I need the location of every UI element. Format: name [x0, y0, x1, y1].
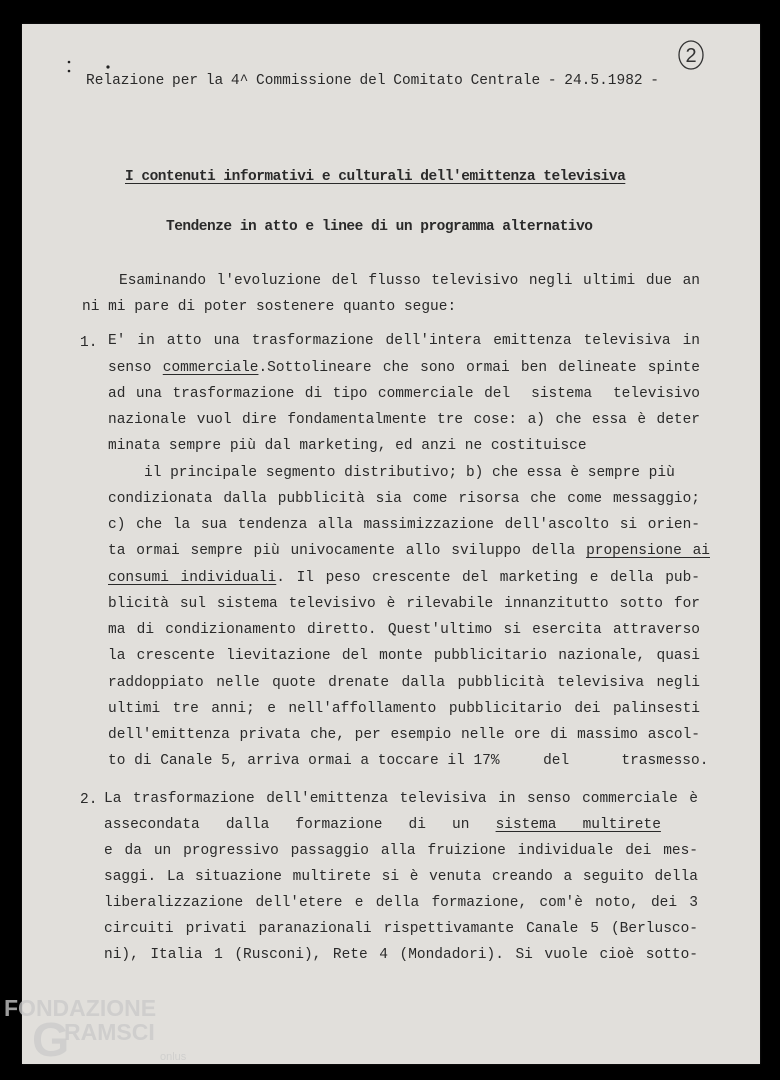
svg-text:onlus: onlus	[160, 1051, 187, 1063]
item-line: raddoppiato nelle quote drenate dalla pubblicità televisiva negli	[108, 675, 700, 691]
item-line: assecondata dalla formazione di un sistema multirete	[104, 817, 661, 833]
item-line: La trasformazione dell'emittenza televisiva in senso commerciale è	[104, 791, 698, 807]
item-number: 2.	[80, 792, 98, 808]
item-line: circuiti privati paranazionali rispettivamante Canale 5 (Berlusco-	[104, 921, 698, 937]
svg-text:G: G	[32, 1014, 70, 1067]
intro-line: Esaminando l'evoluzione del flusso televisivo negli ultimi due an	[119, 273, 700, 289]
item-line: ad una trasformazione di tipo commerciale del sistema televisivo	[108, 386, 700, 402]
document-page	[22, 24, 760, 1064]
underlined-term: sistema multirete	[495, 817, 661, 833]
item-line: consumi individuali. Il peso crescente del marketing e della pub-	[108, 570, 701, 586]
item-line: senso commerciale.Sottolineare che sono ormai ben delineate spinte	[108, 360, 700, 376]
item-line: blicità sul sistema televisivo è rilevabile innanzitutto sotto for	[108, 596, 700, 612]
document-header: Relazione per la 4^ Commissione del Comitato Centrale - 24.5.1982 -	[86, 73, 659, 89]
item-line: ultimi tre anni; e nell'affollamento pubblicitario dei palinsesti	[108, 701, 700, 717]
item-line: saggi. La situazione multirete si è venuta creando a seguito della	[104, 869, 698, 885]
item-line: il principale segmento distributivo; b) che essa è sempre più	[144, 465, 675, 481]
underlined-term: propensione ai	[586, 543, 710, 559]
item-line: condizionata dalla pubblicità sia come risorsa che come messaggio;	[108, 491, 700, 507]
item-line: ta ormai sempre più univocamente allo sviluppo della propensione ai	[108, 543, 710, 559]
document-subheading: Tendenze in atto e linee di un programma alternativo	[166, 219, 593, 235]
item-line: dell'emittenza privata che, per esempio nelle ore di massimo ascol-	[108, 727, 700, 743]
fondazione-gramsci-watermark	[0, 990, 200, 1076]
underlined-term: consumi individuali	[108, 570, 277, 586]
item-line: la crescente lievitazione del monte pubblicitario nazionale, quasi	[108, 648, 700, 664]
item-line: e da un progressivo passaggio alla fruizione individuale dei mes-	[104, 843, 698, 859]
svg-text:FONDAZIONE: FONDAZIONE	[4, 995, 157, 1021]
item-line: liberalizzazione dell'etere e della formazione, com'è noto, dei 3	[104, 895, 698, 911]
item-line: c) che la sua tendenza alla massimizzazione dell'ascolto si orien-	[108, 517, 700, 533]
item-line: E' in atto una trasformazione dell'intera emittenza televisiva in	[108, 333, 700, 349]
page-number: 2	[685, 45, 697, 67]
page-number-circle	[676, 38, 706, 72]
item-line: ma di condizionamento diretto. Quest'ultimo si esercita attraverso	[108, 622, 700, 638]
item-number: 1.	[80, 335, 98, 351]
item-line: minata sempre più dal marketing, ed anzi ne costituisce	[108, 438, 587, 454]
item-line: nazionale vuol dire fondamentalmente tre cose: a) che essa è deter	[108, 412, 700, 428]
item-line: ni), Italia 1 (Rusconi), Rete 4 (Mondadori). Si vuole cioè sotto-	[104, 947, 698, 963]
document-heading: I contenuti informativi e culturali dell'emittenza televisiva	[125, 169, 626, 185]
item-line: to di Canale 5, arriva ormai a toccare il 17% del trasmesso.	[108, 753, 709, 769]
intro-line: ni mi pare di poter sostenere quanto segue:	[82, 299, 457, 315]
underlined-term: commerciale	[162, 360, 259, 376]
svg-text:RAMSCI: RAMSCI	[64, 1019, 155, 1045]
